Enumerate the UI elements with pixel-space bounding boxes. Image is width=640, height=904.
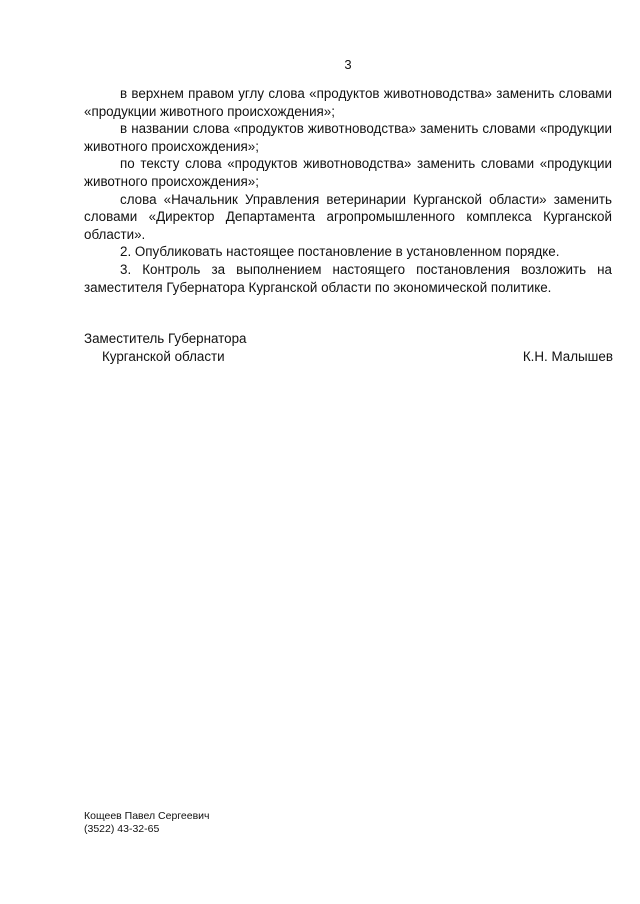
paragraph-position-change: слова «Начальник Управления ветеринарии Курганской области» заменить словами «Директор Департамента агропромышленного комплекса Курганской области».: [84, 191, 612, 242]
signatory-title-line2: Курганской области: [102, 349, 225, 364]
page-number: 3: [344, 57, 352, 72]
paragraph-text-change: по тексту слова «продуктов животноводства» заменить словами «продукции животного происхождения»;: [84, 156, 612, 189]
executor-name: Кощеев Павел Сергеевич: [84, 810, 210, 822]
paragraph-upper-right-corner: в верхнем правом углу слова «продуктов животноводства» заменить словами «продукции животного происхождения»;: [84, 86, 612, 119]
signatory-title-line1: Заместитель Губернатора: [84, 331, 247, 346]
paragraph-publish: 2. Опубликовать настоящее постановление в установленном порядке.: [120, 244, 560, 260]
paragraph-title-change: в названии слова «продуктов животноводства» заменить словами «продукции животного происхождения»;: [84, 121, 612, 154]
signatory-name: К.Н. Малышев: [522, 349, 613, 364]
paragraph-control: 3. Контроль за выполнением настоящего постановления возложить на заместителя Губернатора Курганской области по экономической политике.: [84, 261, 612, 295]
executor-info: [84, 810, 210, 836]
document-body: [84, 85, 612, 296]
executor-phone: (3522) 43-32-65: [84, 823, 160, 835]
signatory-title: [84, 330, 246, 366]
